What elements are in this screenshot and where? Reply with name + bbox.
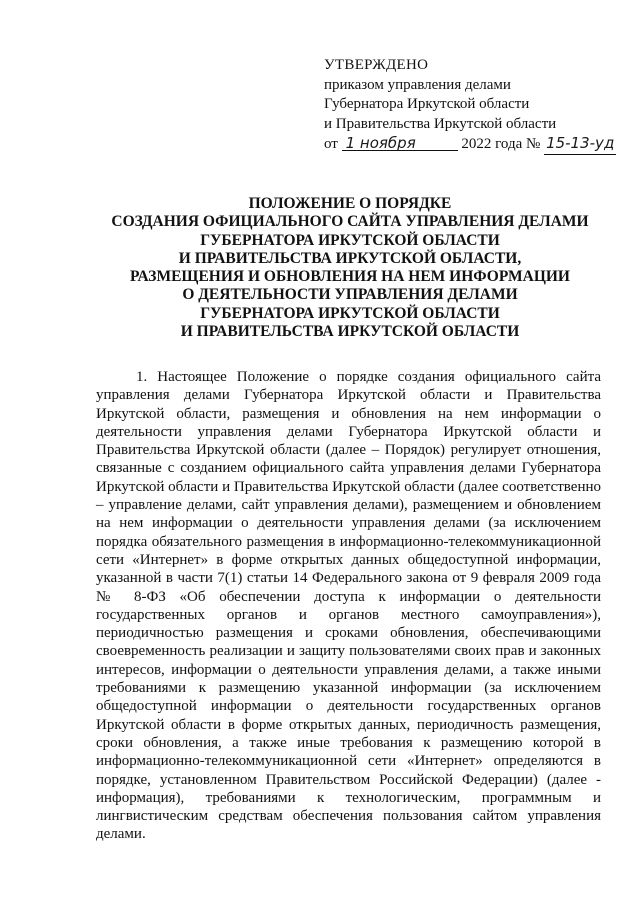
approval-governor-line: Губернатора Иркутской области <box>324 96 530 112</box>
approval-date-line <box>324 134 614 155</box>
document-body <box>96 368 601 844</box>
paragraph-1: 1. Настоящее Положение о порядке создания официального сайта управления делами Губернатора Иркутской области и Правительства Иркутской области, размещения и обновления на нем информации о деятельности управления делами Губернатора Иркутской области и Правительства Иркутской области (далее – Порядок) регулирует отношения, связанные с созданием официального сайта управления делами Губернатора Иркутской области и Правительства Иркутской области (далее соответственно – управление делами, сайт управления делами), размещением и обновлением на нем информации о деятельности управления делами (за исключением порядка обязательного размещения в информационно-телекоммуникационной сети «Интернет» в форме открытых данных общедоступной информации, указанной в части 7(1) статьи 14 Федерального закона от 9 февраля 2009 года № 8-ФЗ «Об обеспечении доступа к информации о деятельности государственных органов и органов местного самоуправления»), периодичностью размещения и сроками обновления, обеспечивающими своевременность реализации и защиту пользователями своих прав и законных интересов, информации о деятельности управления делами, а также иными требованиями к размещению указанной информации (за исключением общедоступной информации о деятельности государственных органов Иркутской области в форме открытых данных, периодичность размещения, сроки обновления, а также иные требования к размещению которой в информационно-телекоммуникационной сети «Интернет» определяются в порядке, установленном Правительством Российской Федерации) (далее - информация), требованиями к технологическим, программным и лингвистическим средствам обеспечения пользования сайтом управления делами. <box>96 369 601 843</box>
title-line: РАЗМЕЩЕНИЯ И ОБНОВЛЕНИЯ НА НЕМ ИНФОРМАЦИИ <box>129 268 570 286</box>
title-line: О ДЕЯТЕЛЬНОСТИ УПРАВЛЕНИЯ ДЕЛАМИ <box>182 286 518 304</box>
title-line: ГУБЕРНАТОРА ИРКУТСКОЙ ОБЛАСТИ <box>200 231 500 249</box>
approval-stamp-block <box>314 56 614 155</box>
approval-government-line: и Правительства Иркутской области <box>324 115 557 132</box>
approval-heading: УТВЕРЖДЕНО <box>324 57 429 73</box>
title-line: И ПРАВИТЕЛЬСТВА ИРКУТСКОЙ ОБЛАСТИ, <box>178 249 522 267</box>
title-line: ПОЛОЖЕНИЕ О ПОРЯДКЕ <box>248 195 452 212</box>
title-line: ГУБЕРНАТОРА ИРКУТСКОЙ ОБЛАСТИ <box>200 304 500 322</box>
title-line: СОЗДАНИЯ ОФИЦИАЛЬНОГО САЙТА УПРАВЛЕНИЯ ДЕЛАМИ <box>111 213 589 231</box>
title-line: И ПРАВИТЕЛЬСТВА ИРКУТСКОЙ ОБЛАСТИ <box>180 323 520 341</box>
approval-order-line: приказом управления делами <box>324 76 511 93</box>
approval-number-handwritten: 15-13-уд <box>544 134 616 155</box>
approval-date-handwritten: 1 ноября <box>342 134 458 151</box>
approval-year-text: 2022 года № <box>461 136 541 152</box>
approval-from-label: от <box>324 136 338 152</box>
document-title <box>60 195 640 341</box>
